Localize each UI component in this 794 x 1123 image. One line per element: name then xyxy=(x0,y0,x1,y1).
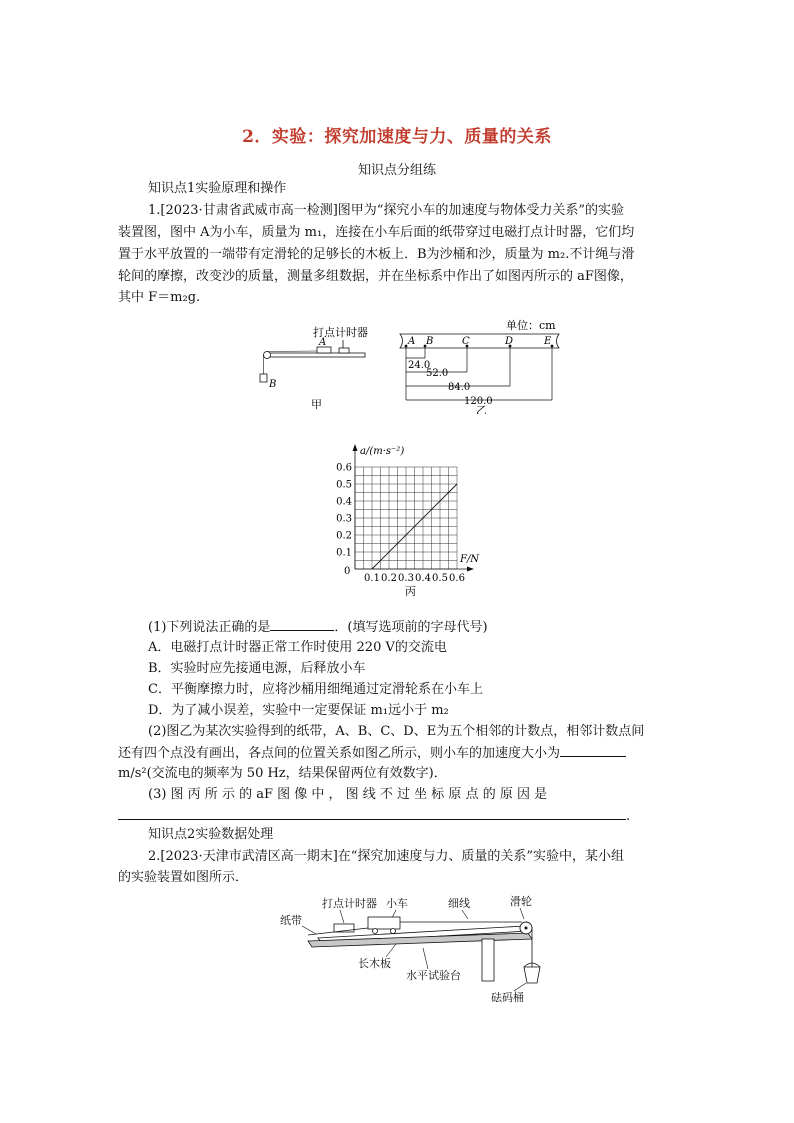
option-c: C．平衡摩擦力时，应将沙桶用细绳通过定滑轮系在小车上 xyxy=(148,682,483,697)
page-title: 2．实验：探究加速度与力、质量的关系 xyxy=(242,127,552,147)
car-body xyxy=(368,917,400,929)
origin-label: 0 xyxy=(344,566,351,577)
y-tick-label: 0.5 xyxy=(336,479,352,491)
q1-line: 轮间的摩擦，改变沙的质量，测量多组数据，并在坐标系中作出了如图丙所示的 aF图像， xyxy=(118,269,633,284)
y-tick-label: 0.6 xyxy=(336,462,352,474)
x-tick-label: 0.4 xyxy=(415,573,431,584)
cart-A-label: A xyxy=(319,337,327,348)
figure-caption-jia: 甲 xyxy=(311,398,322,410)
label-table: 水平试验台 xyxy=(406,969,461,982)
q1-part1-stem: (1)下列说法正确的是 xyxy=(148,620,271,635)
q1-part2-line: m/s²(交流电的频率为 50 Hz，结果保留两位有效数字)． xyxy=(118,766,447,781)
chart-bing xyxy=(320,440,490,600)
figure-caption-yi: 乙 xyxy=(476,404,487,414)
label-car: 小车 xyxy=(386,897,408,910)
section-heading-1: 知识点1实验原理和操作 xyxy=(148,181,287,196)
y-tick-label: 0.3 xyxy=(336,513,352,525)
answer-blank[interactable] xyxy=(560,744,626,757)
x-axis-label: F/N xyxy=(460,554,480,565)
q1-line: 其中 F＝m₂g. xyxy=(118,290,201,305)
q2-line: 的实验装置如图所示． xyxy=(118,870,249,885)
point-label: D xyxy=(505,336,514,347)
q1-part1 xyxy=(148,618,708,637)
figure-yi xyxy=(392,314,572,414)
distance-label: 84.0 xyxy=(448,382,471,393)
q1-line: 1.[2023·甘肃省武威市高一检测]图甲为“探究小车的加速度与物体受力关系”的实验 xyxy=(148,203,625,218)
q1-part3-end: . xyxy=(626,809,631,824)
y-tick-label: 0.1 xyxy=(336,547,352,559)
x-tick-label: 0.6 xyxy=(449,573,465,584)
distance-label: 120.0 xyxy=(464,396,493,407)
answer-blank[interactable] xyxy=(270,618,334,631)
q1-part2-text: 还有四个点没有画出，各点间的位置关系如图乙所示，则小车的加速度大小为 xyxy=(118,746,561,761)
label-pulley: 滑轮 xyxy=(510,895,532,908)
point-label: B xyxy=(426,336,434,347)
distance-label: 24.0 xyxy=(408,360,431,371)
label-string: 细线 xyxy=(448,897,470,910)
answer-blank[interactable] xyxy=(118,807,626,820)
table-leg xyxy=(482,939,494,981)
option-a: A．电磁打点计时器正常工作时使用 220 V的交流电 xyxy=(148,640,447,655)
distance-label: 52.0 xyxy=(426,368,449,379)
y-tick-label: 0.4 xyxy=(336,496,352,508)
q1-line: 置于水平放置的一端带有定滑轮的足够长的木板上．B为沙桶和沙，质量为 m₂.不计绳与滑 xyxy=(118,247,635,262)
x-axis-arrow xyxy=(467,567,474,572)
point-label: E xyxy=(544,336,552,347)
y-axis-arrow xyxy=(353,444,358,451)
x-tick-label: 0.5 xyxy=(432,573,448,584)
figure-jia xyxy=(255,320,385,410)
q2-line: 2.[2023·天津市武清区高一期末]在“探究加速度与力、质量的关系”实验中，某小组 xyxy=(148,849,625,864)
label-board: 长木板 xyxy=(358,957,391,970)
unit-label: 单位：cm xyxy=(506,319,556,332)
page-subtitle: 知识点分组练 xyxy=(357,163,436,178)
figure-caption-bing: 丙 xyxy=(405,585,416,598)
y-tick-label: 0.2 xyxy=(336,530,352,542)
section-heading-2: 知识点2实验数据处理 xyxy=(148,827,274,842)
point-label: A xyxy=(408,336,416,347)
q1-part2-line xyxy=(118,744,678,763)
timer-label: 打点计时器 xyxy=(313,326,368,339)
weight-bucket xyxy=(524,967,540,983)
q1-part1-tail: ．(填写选项前的字母代号) xyxy=(334,620,488,635)
option-d: D．为了减小误差，实验中一定要保证 m₁远小于 m₂ xyxy=(148,703,449,718)
x-tick-label: 0.3 xyxy=(398,573,414,584)
q1-line: 装置图，图中 A为小车，质量为 m₁，连接在小车后面的纸带穿过电磁打点计时器，它们均 xyxy=(118,225,635,240)
q1-part3-answer xyxy=(118,807,678,826)
x-tick-label: 0.2 xyxy=(381,573,397,584)
label-timer: 打点计时器 xyxy=(322,897,377,910)
label-bucket: 砝码桶 xyxy=(491,991,524,1004)
figure-q2-apparatus xyxy=(278,893,548,1005)
option-b: B．实验时应先接通电源，后释放小车 xyxy=(148,661,366,676)
q1-part2-line: (2)图乙为某次实验得到的纸带，A、B、C、D、E为五个相邻的计数点，相邻计数点间 xyxy=(148,724,645,739)
q1-part3-line: (3) 图 丙 所 示 的 aF 图 像 中 ， 图 线 不 过 坐 标 原 点 的 原 因 是 xyxy=(148,787,548,802)
label-tape: 纸带 xyxy=(280,914,302,927)
bucket-B-label: B xyxy=(269,379,277,390)
y-axis-label: a/(m·s⁻²) xyxy=(360,446,405,457)
x-tick-label: 0.1 xyxy=(364,573,380,584)
point-label: C xyxy=(462,336,470,347)
